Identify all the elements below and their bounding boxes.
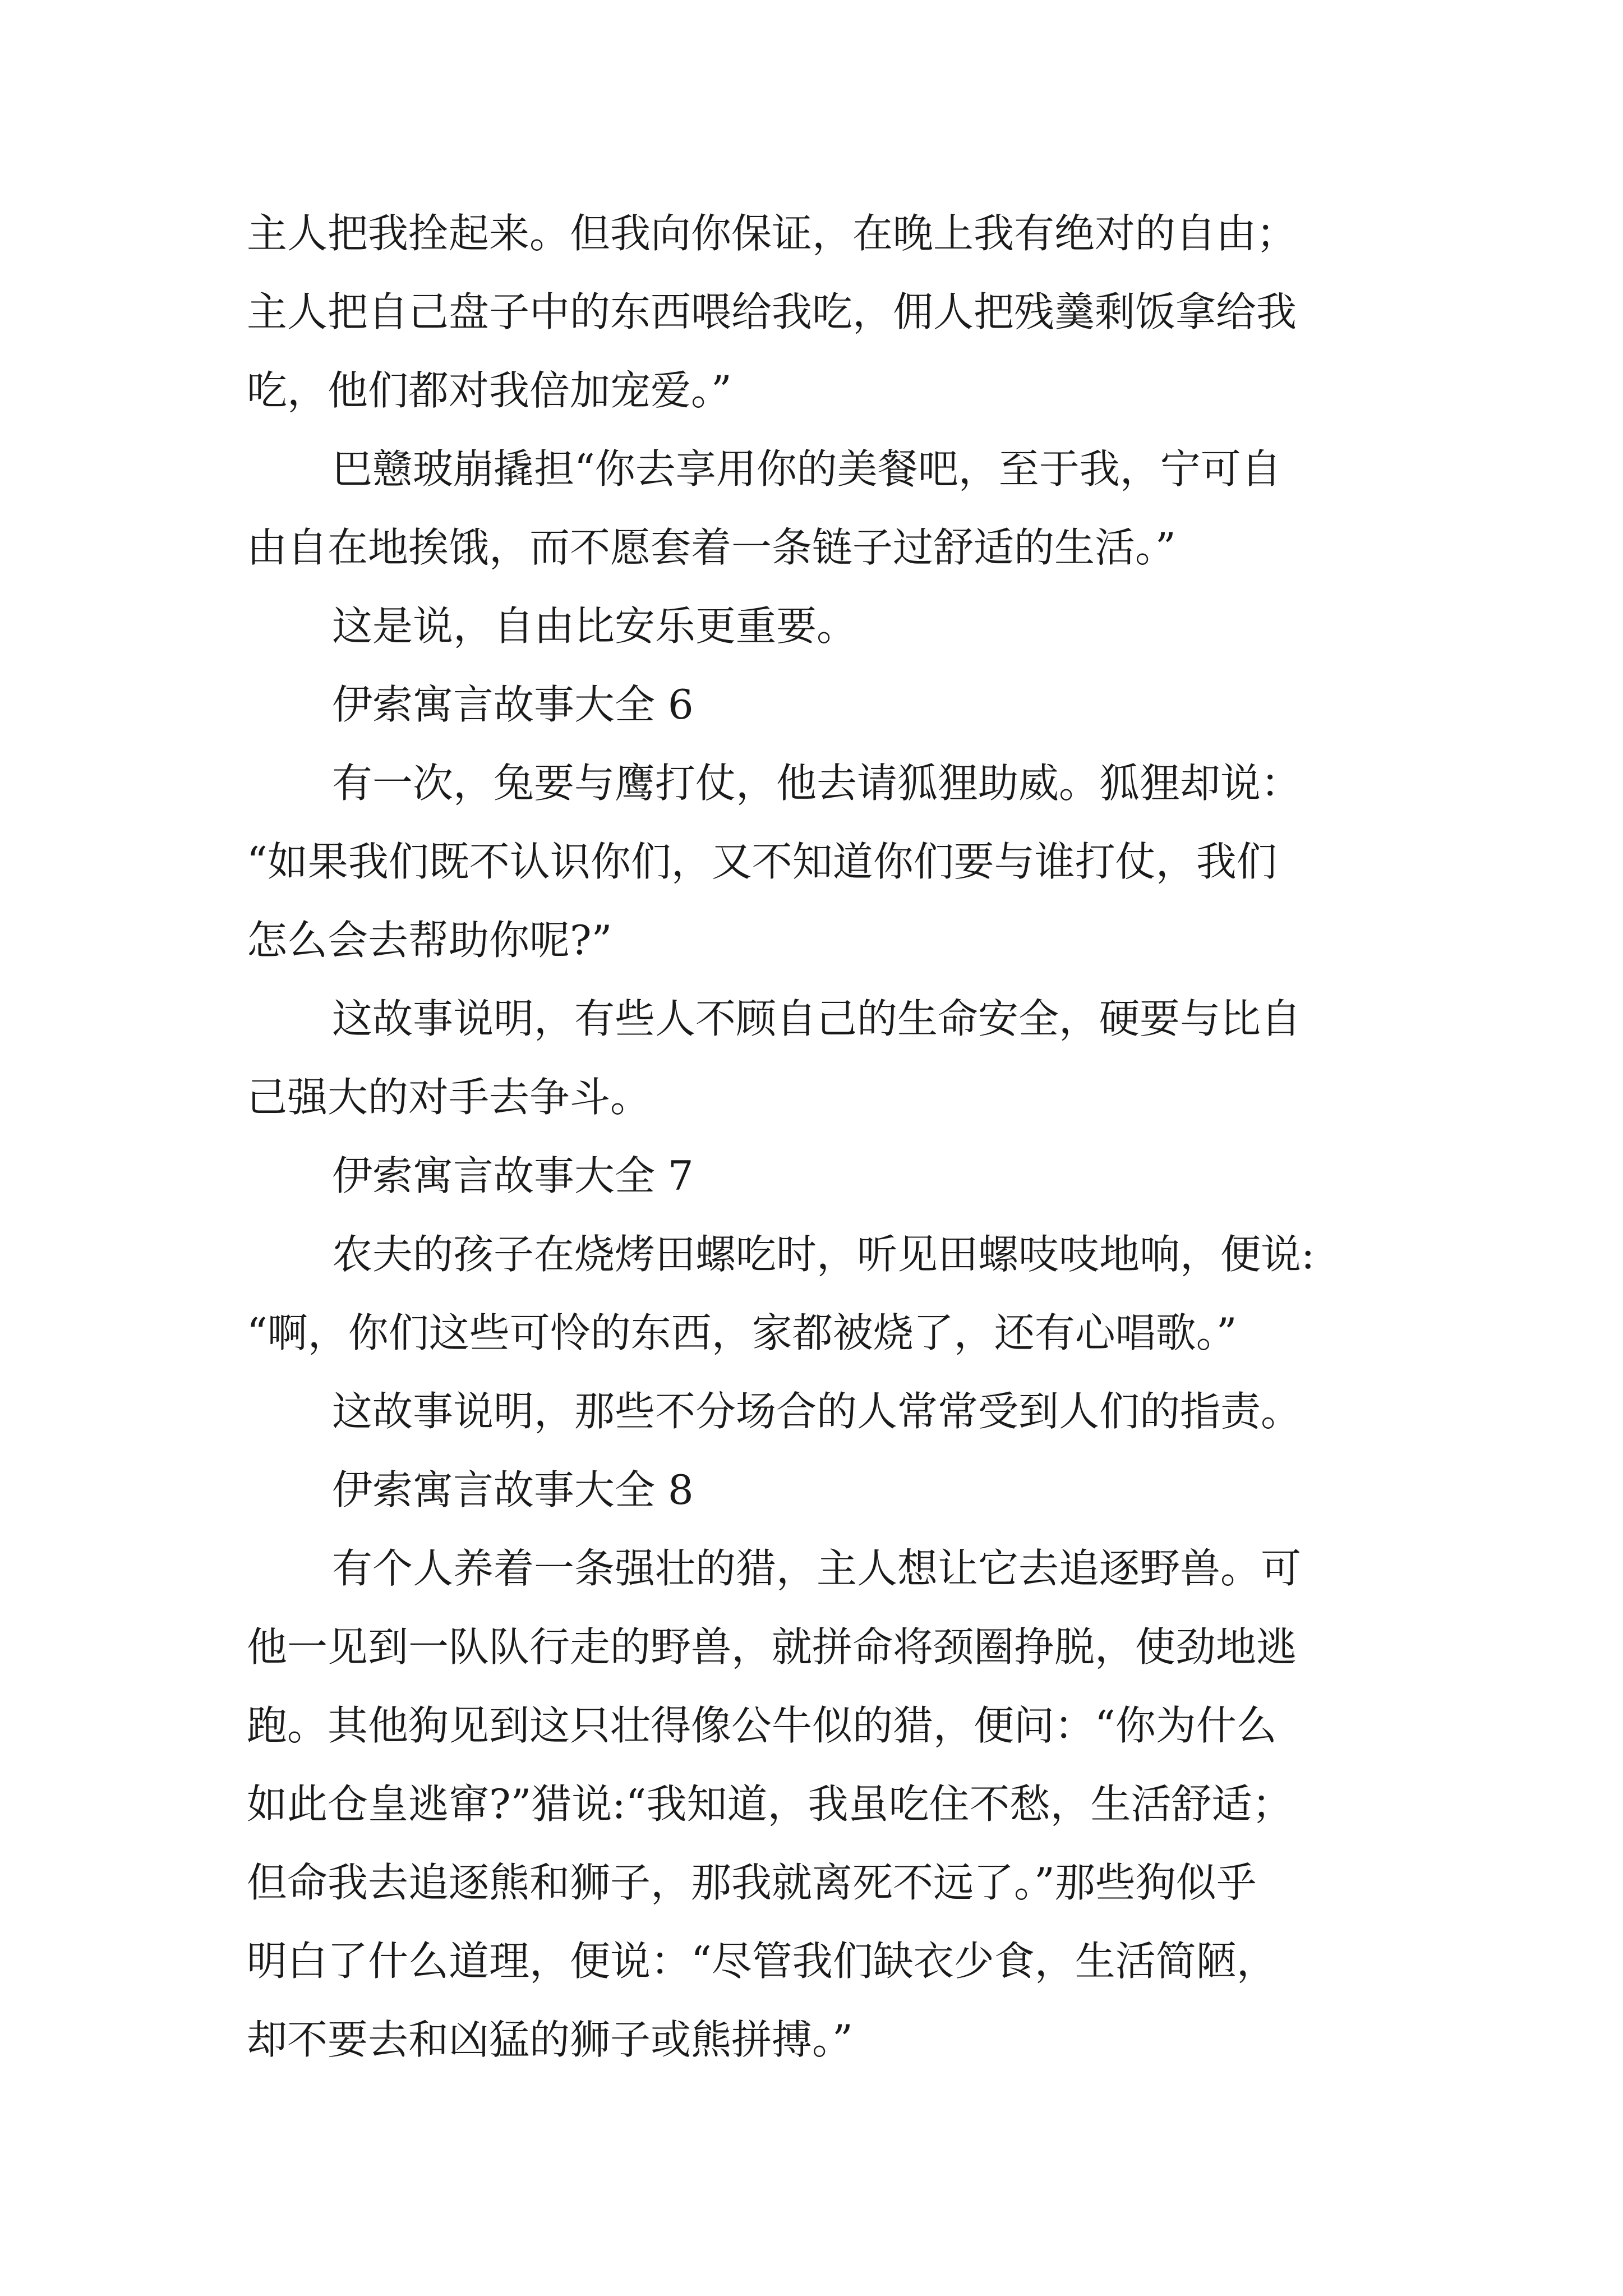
- text-line-1: 主人把我拴起来。但我向你保证，在晚上我有绝对的自由；: [247, 210, 1297, 257]
- text-line-19: 他一见到一队队行走的野兽，就拼命将颈圈挣脱，使劲地逃: [247, 1623, 1297, 1671]
- text-line-3: 吃，他们都对我倍加宠爱。”: [247, 367, 732, 414]
- text-line-20: 跑。其他狗见到这只壮得像公牛似的猎，便问：“你为什么: [247, 1702, 1277, 1749]
- section-heading-6: 伊索寓言故事大全 6: [332, 681, 694, 728]
- text-line-15: “啊，你们这些可怜的东西，家都被烧了，还有心唱歌。”: [247, 1309, 1237, 1356]
- text-line-8: 有一次，兔要与鹰打仗，他去请狐狸助威。狐狸却说：: [332, 760, 1302, 807]
- text-line-23: 明白了什么道理，便说：“尽管我们缺衣少食，生活简陋，: [247, 1938, 1277, 1985]
- text-line-11: 这故事说明，有些人不顾自己的生命安全，硬要与比自: [332, 995, 1302, 1042]
- text-line-5: 由自在地挨饿，而不愿套着一条链子过舒适的生活。”: [247, 524, 1176, 571]
- text-line-12: 己强大的对手去争斗。: [247, 1074, 651, 1121]
- text-line-24: 却不要去和凶猛的狮子或熊拼搏。”: [247, 2016, 853, 2063]
- text-line-18: 有个人养着一条强壮的猎，主人想让它去追逐野兽。可: [332, 1545, 1302, 1592]
- text-line-2: 主人把自己盘子中的东西喂给我吃，佣人把残羹剩饭拿给我: [247, 288, 1297, 335]
- text-line-9: “如果我们既不认识你们，又不知道你们要与谁打仗，我们: [247, 838, 1277, 885]
- text-line-14: 农夫的孩子在烧烤田螺吃时，听见田螺吱吱地响，便说:: [332, 1231, 1315, 1278]
- section-heading-8: 伊索寓言故事大全 8: [332, 1466, 694, 1513]
- text-line-4: 巴戆玻崩撬担“你去享用你的美餐吧，至于我，宁可自: [332, 445, 1281, 493]
- text-line-10: 怎么会去帮助你呢?”: [247, 917, 612, 964]
- text-line-22: 但命我去追逐熊和狮子，那我就离死不远了。”那些狗似乎: [247, 1859, 1257, 1906]
- text-line-16: 这故事说明，那些不分场合的人常常受到人们的指责。: [332, 1388, 1302, 1435]
- text-line-21: 如此仓皇逃窜?”猎说:“我知道，我虽吃住不愁，生活舒适；: [247, 1780, 1293, 1828]
- text-line-6: 这是说，自由比安乐更重要。: [332, 602, 857, 650]
- section-heading-7: 伊索寓言故事大全 7: [332, 1152, 694, 1199]
